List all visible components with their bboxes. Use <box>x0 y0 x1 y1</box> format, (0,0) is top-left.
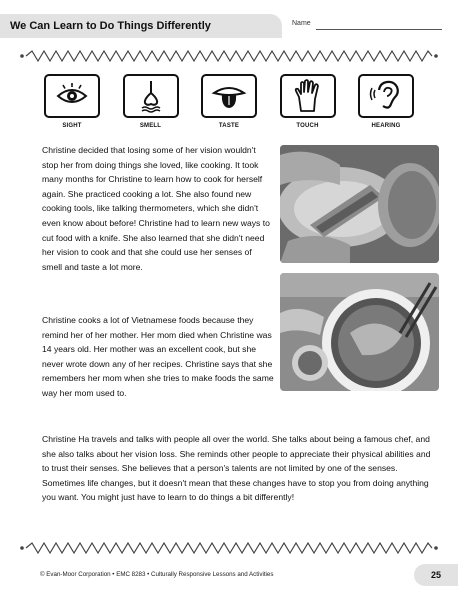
sense-sight <box>40 74 104 138</box>
sense-taste <box>197 74 261 138</box>
page-header <box>0 0 458 40</box>
pho-bowl-photo <box>280 273 439 391</box>
tongue-icon <box>211 81 247 111</box>
sense-smell <box>119 74 183 138</box>
spring-roll-image <box>280 145 439 263</box>
ear-icon <box>369 80 403 112</box>
sense-touch <box>276 74 340 138</box>
paragraph-travels: Christine Ha travels and talks with people all over the world. She talks about being a famous chef, and she also talks about her vision loss. She reminds other people to appreciate their physical abilities and to trust their senses. She believes that a person's talents are not limited by one of the senses. Sometimes life changes, but it doesn't mean that these changes have to stop you from doing anything you want. You might just have to learn to do things a bit differently! <box>42 434 431 503</box>
sense-label: SIGHT <box>62 123 82 129</box>
name-field[interactable] <box>292 20 452 36</box>
senses-row <box>40 74 418 138</box>
bottom-zigzag-border <box>18 540 440 556</box>
footer-credit: © Evan-Moor Corporation • EMC 8283 • Culturally Responsive Lessons and Activities <box>40 571 274 578</box>
paragraph-cooking-again: Christine decided that losing some of her vision wouldn't stop her from doing things she loved, like cooking. It took many months for Christine to learn how to cook for herself again. She practiced cooking a lot. She also found new cooking tools, like talking thermometers, which she didn't even know about before! Christine had to learn new ways to cut food with a knife. She also learned that she didn't need her vision to cook and that she could use her senses of smell and taste a lot more. <box>42 145 270 272</box>
page-number: 25 <box>414 564 458 586</box>
eye-icon <box>55 82 89 110</box>
page-footer <box>0 562 458 595</box>
worksheet-title: We Can Learn to Do Things Differently <box>0 14 282 38</box>
sense-label: HEARING <box>371 123 401 129</box>
name-line <box>316 29 442 30</box>
sense-hearing <box>354 74 418 138</box>
hand-icon <box>292 79 324 113</box>
sense-label: TOUCH <box>296 123 319 129</box>
sense-label: TASTE <box>218 123 240 129</box>
pho-bowl-image <box>280 273 439 391</box>
nose-icon <box>136 79 166 113</box>
top-zigzag-border <box>18 48 440 64</box>
sense-label: SMELL <box>139 123 162 129</box>
spring-roll-photo <box>280 145 439 263</box>
paragraph-vietnamese-foods: Christine cooks a lot of Vietnamese foods because they remind her of her mother. Her mom died when Christine was 14 years old. Her mother was an excellent cook, but she never wrote down any of her recipes. Christine says that she remembers her mom when she tries to make foods the same way her mom used to. <box>42 315 274 398</box>
name-label: Name <box>292 20 311 27</box>
